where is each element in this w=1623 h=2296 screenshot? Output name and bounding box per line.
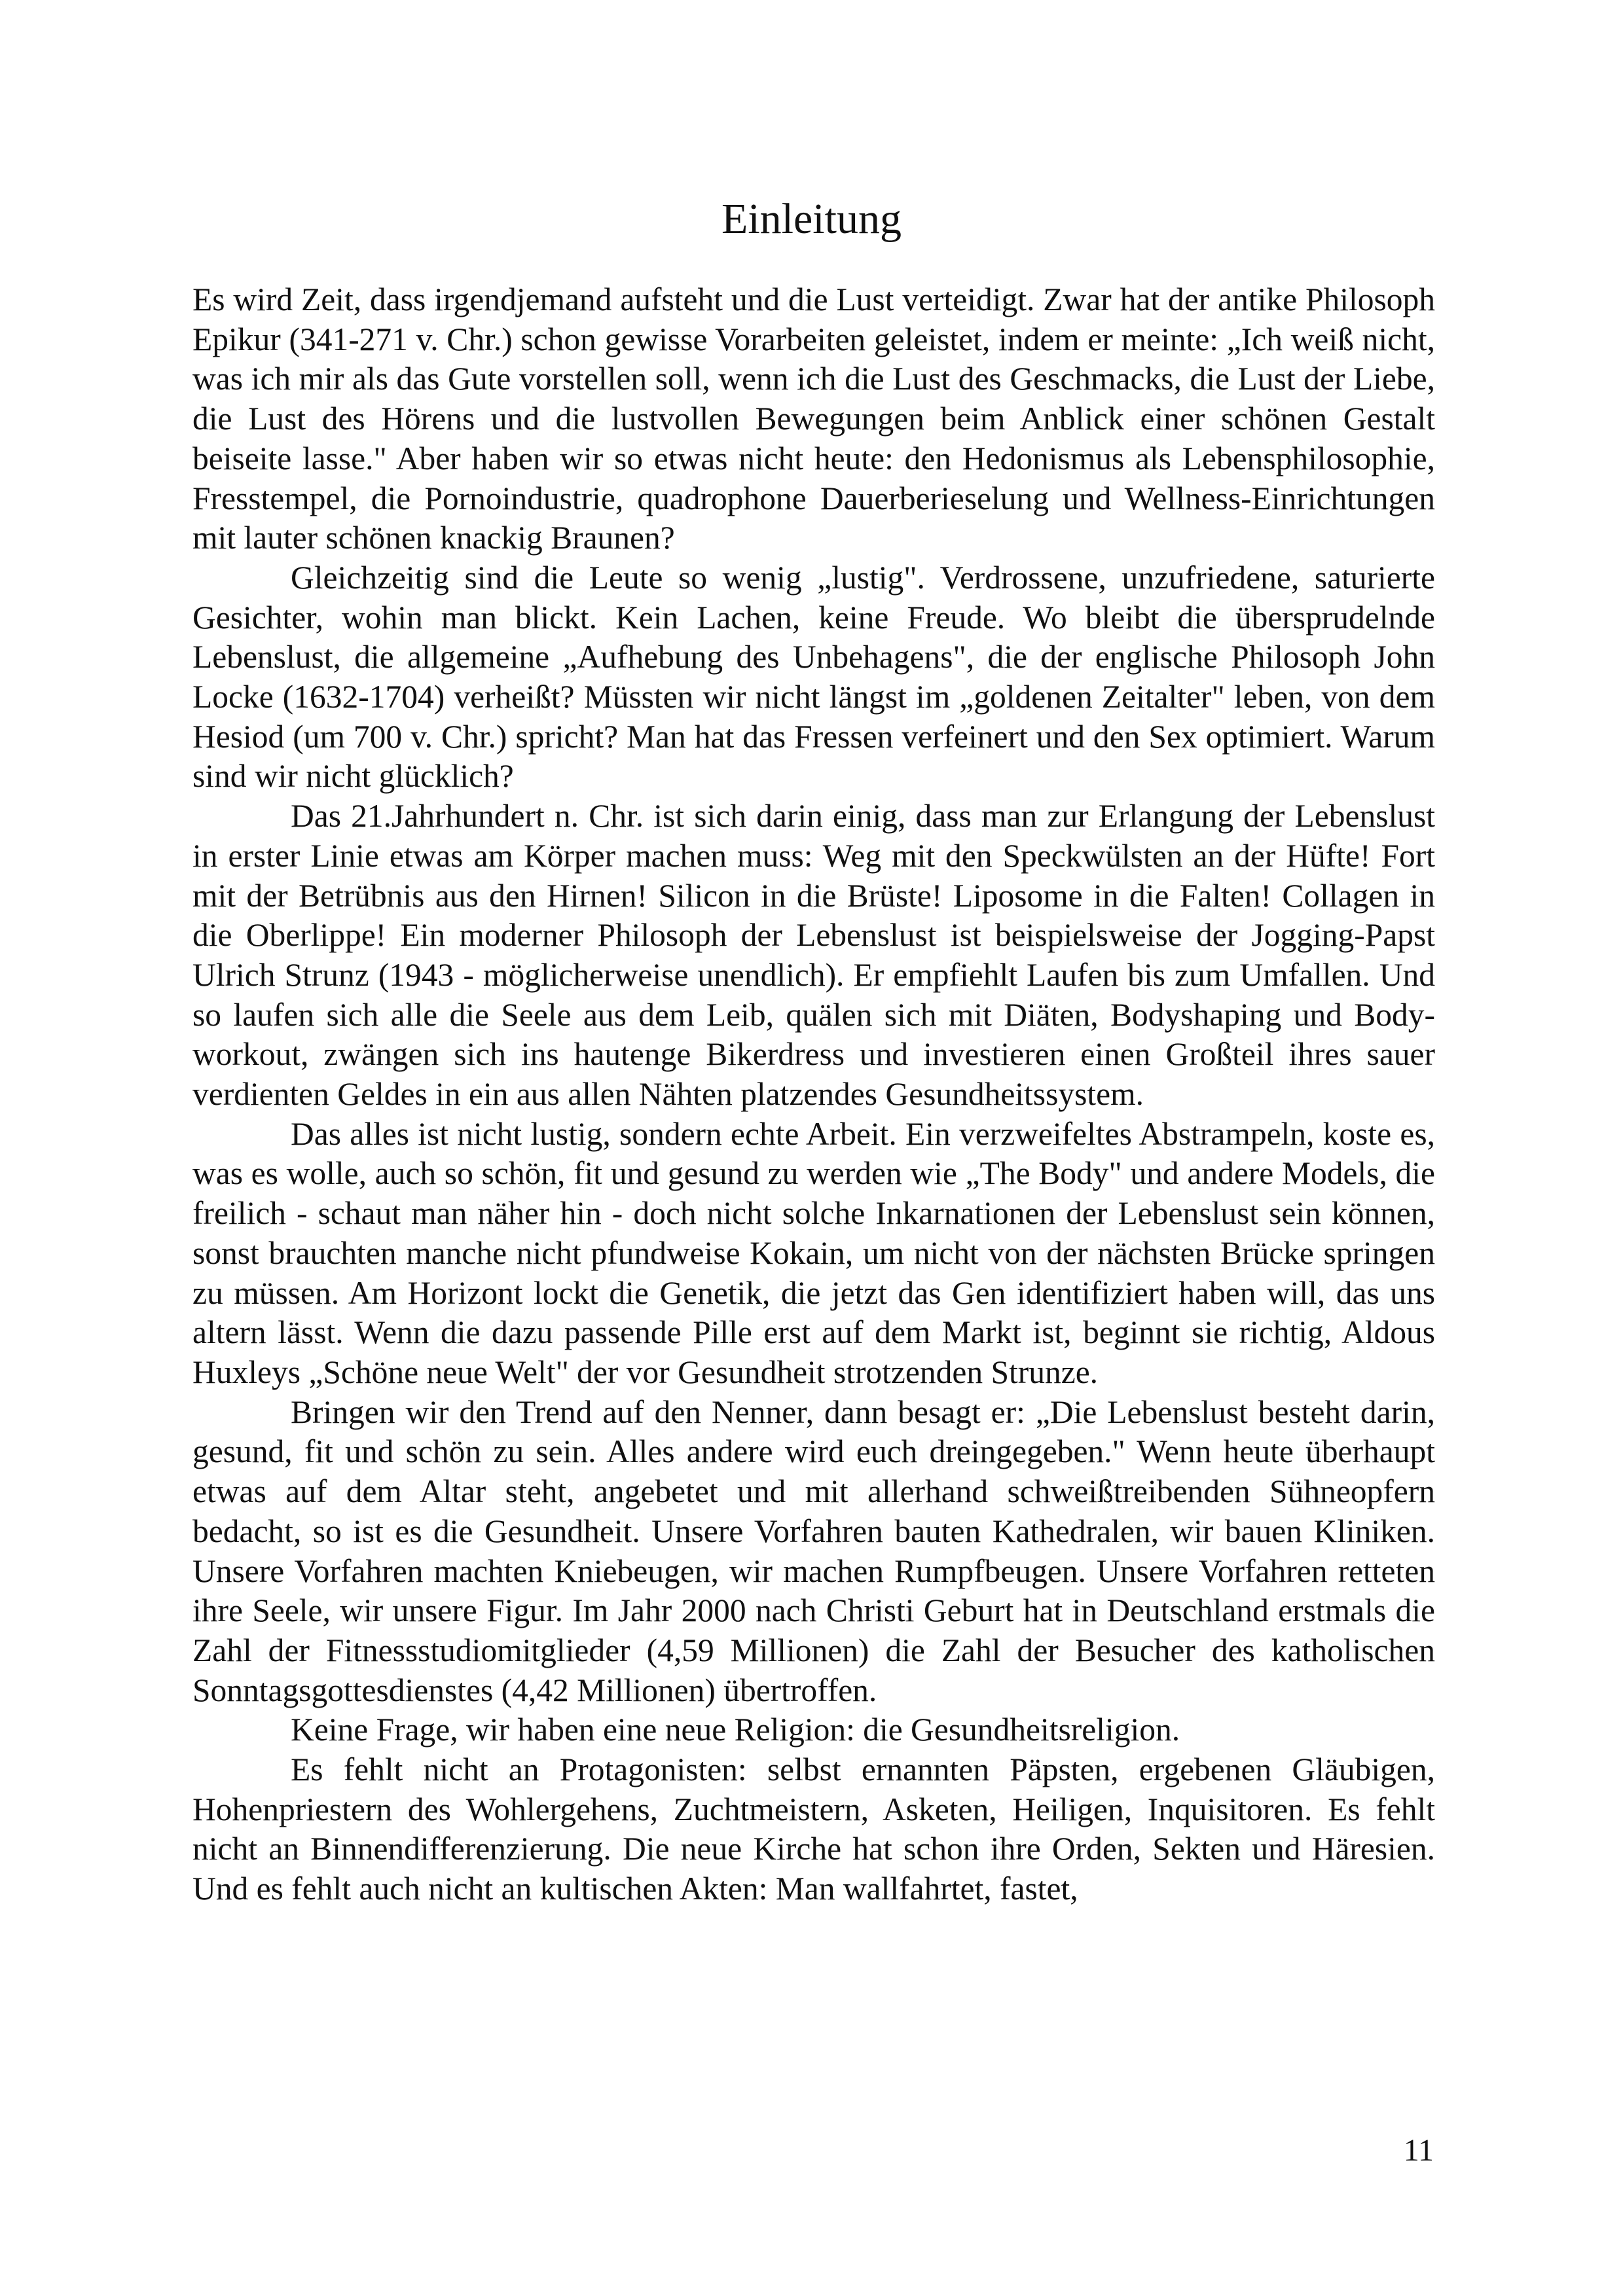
- body-text: [192, 280, 1435, 1909]
- paragraph-1: Es wird Zeit, dass irgendjemand aufsteht und die Lust verteidigt. Zwar hat der antike Philosoph Epikur (341-271 v. Chr.) schon gewisse Vorarbeiten geleistet, indem er meinte: „Ich weiß nicht, was ich mir als das Gute vorstellen soll, wenn ich die Lust des Geschmacks, die Lust der Liebe, die Lust des Hörens und die lustvollen Bewegungen beim Anblick einer schönen Gestalt beiseite lasse." Aber haben wir so etwas nicht heute: den Hedonismus als Lebensphilosophie, Fresstempel, die Pornoindustrie, quadrophone Dauerberieselung und Wellness-Einrichtungen mit lauter schönen knackig Braunen?: [192, 281, 1435, 556]
- chapter-title: Einleitung: [721, 195, 902, 243]
- paragraph-3: Das 21.Jahrhundert n. Chr. ist sich darin einig, dass man zur Erlangung der Lebenslust in erster Linie etwas am Körper machen muss: Weg mit den Speckwülsten an der Hüfte! Fort mit der Betrübnis aus den Hirnen! Silicon in die Brüste! Liposome in die Falten! Collagen in die Oberlippe! Ein moderner Philosoph der Lebenslust ist beispielsweise der Jogging-Papst Ulrich Strunz (1943 - möglicherweise unendlich). Er empfiehlt Laufen bis zum Umfallen. Und so laufen sich alle die Seele aus dem Leib, quälen sich mit Diäten, Bodyshaping und Body-workout, zwängen sich ins hautenge Bikerdress und investieren einen Großteil ihres sauer verdienten Geldes in ein aus allen Nähten platzendes Gesundheitssystem.: [192, 798, 1435, 1113]
- paragraph-5: Bringen wir den Trend auf den Nenner, dann besagt er: „Die Lebenslust besteht darin, gesund, fit und schön zu sein. Alles andere wird euch dreingegeben." Wenn heute überhaupt etwas auf dem Altar steht, angebetet und mit allerhand schweißtreibenden Sühneopfern bedacht, so ist es die Gesundheit. Unsere Vorfahren bauten Kathedralen, wir bauen Kliniken. Unsere Vorfahren machten Kniebeugen, wir machen Rumpfbeugen. Unsere Vorfahren retteten ihre Seele, wir unsere Figur. Im Jahr 2000 nach Christi Geburt hat in Deutschland erstmals die Zahl der Fitnessstudiomitglieder (4,59 Millionen) die Zahl der Besucher des katholischen Sonntagsgottesdienstes (4,42 Millionen) übertroffen.: [192, 1393, 1435, 1708]
- paragraph-2: Gleichzeitig sind die Leute so wenig „lustig". Verdrossene, unzufriedene, saturierte Gesichter, wohin man blickt. Kein Lachen, keine Freude. Wo bleibt die übersprudelnde Lebenslust, die allgemeine „Aufhebung des Unbehagens", die der englische Philosoph John Locke (1632-1704) verheißt? Müssten wir nicht längst im „goldenen Zeitalter" leben, von dem Hesiod (um 700 v. Chr.) spricht? Man hat das Fressen verfeinert und den Sex optimiert. Warum sind wir nicht glücklich?: [192, 559, 1435, 795]
- page-number: 11: [1403, 2133, 1434, 2168]
- paragraph-4: Das alles ist nicht lustig, sondern echte Arbeit. Ein verzweifeltes Abstrampeln, koste es, was es wolle, auch so schön, fit und gesund zu werden wie „The Body" und andere Models, die freilich - schaut man näher hin - doch nicht solche Inkarnationen der Lebenslust sein können, sonst brauchten manche nicht pfundweise Kokain, um nicht von der nächsten Brücke springen zu müssen. Am Horizont lockt die Genetik, die jetzt das Gen identifiziert haben will, das uns altern lässt. Wenn die dazu passende Pille erst auf dem Markt ist, beginnt sie richtig, Aldous Huxleys „Schöne neue Welt" der vor Gesundheit strotzenden Strunze.: [192, 1115, 1435, 1390]
- paragraph-6: Keine Frage, wir haben eine neue Religion: die Gesundheitsreligion.: [291, 1712, 1180, 1748]
- paragraph-7: Es fehlt nicht an Protagonisten: selbst ernannten Päpsten, ergebenen Gläubigen, Hohenpriestern des Wohlergehens, Zuchtmeistern, Asketen, Heiligen, Inquisitoren. Es fehlt nicht an Binnendifferenzierung. Die neue Kirche hat schon ihre Orden, Sekten und Häresien. Und es fehlt auch nicht an kultischen Akten: Man wallfahrtet, fastet,: [192, 1751, 1435, 1907]
